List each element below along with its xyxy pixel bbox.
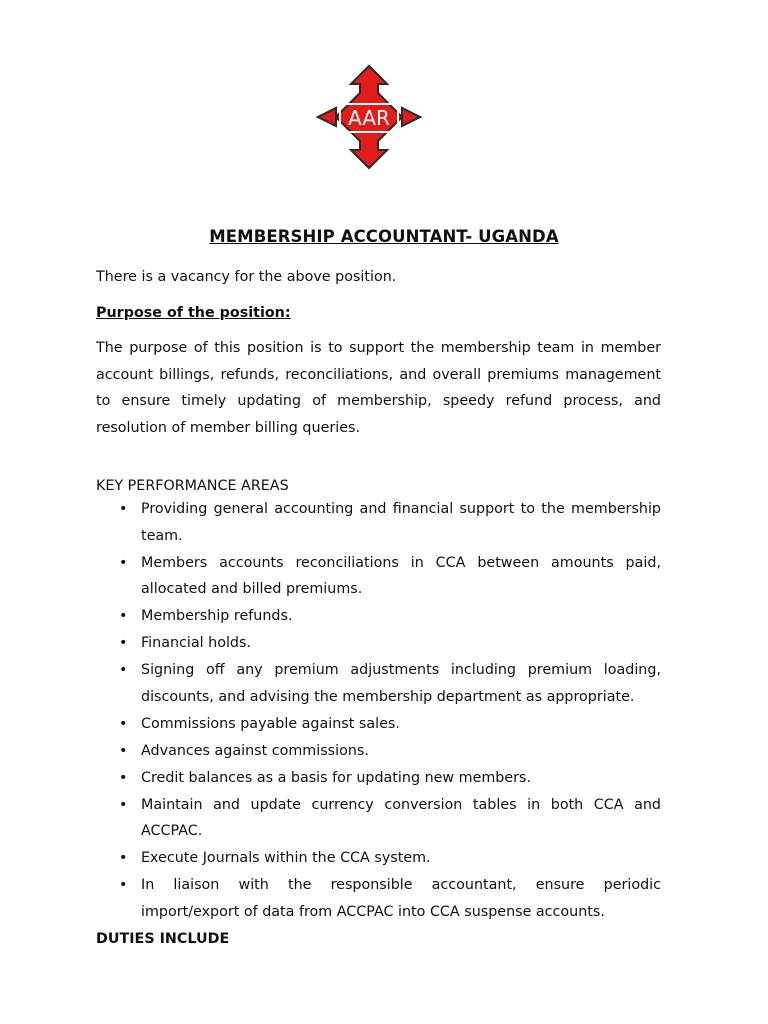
kpa-list [96,496,661,925]
duties-heading: DUTIES INCLUDE [96,930,230,947]
list-item [96,738,661,765]
logo-text: AAR [348,106,390,130]
list-item-text: Execute Journals within the CCA system. [141,850,431,866]
aar-logo [316,64,422,170]
list-item [96,872,661,925]
list-item [96,630,661,657]
list-item-text: Financial holds. [141,635,251,651]
kpa-heading: KEY PERFORMANCE AREAS [96,478,289,494]
list-item-text: Credit balances as a basis for updating new members. [141,769,532,786]
bullet-icon: • [119,769,128,786]
list-item [96,496,661,549]
list-item-text: Membership refunds. [141,608,293,624]
bullet-icon: • [119,635,128,651]
bullet-icon: • [119,662,128,678]
document-body [96,264,661,952]
list-item-text: Commissions payable against sales. [141,715,400,732]
list-item-text: Advances against commissions. [141,742,369,759]
list-item [96,603,661,630]
intro-text: There is a vacancy for the above position. [96,269,397,285]
list-item-text: Maintain and update currency conversion tables in both CCA and ACCPAC. [141,796,661,839]
list-item [96,657,661,710]
purpose-heading: Purpose of the position: [96,304,291,321]
page-title: MEMBERSHIP ACCOUNTANT- UGANDA [209,227,559,246]
bullet-icon: • [119,715,128,732]
list-item-text: In liaison with the responsible accountant, ensure periodic import/export of data from ACCPAC into CCA suspense accounts. [141,877,661,920]
bullet-icon: • [119,796,128,813]
bullet-icon: • [119,877,128,893]
list-item-text: Providing general accounting and financial support to the membership team. [141,501,661,544]
bullet-icon: • [119,742,128,759]
purpose-text: The purpose of this position is to support the membership team in member account billings, refunds, reconciliations, and overall premiums management to ensure timely updating of membership, speedy refund process, and resolution of member billing queries. [96,340,661,436]
list-item [96,711,661,738]
list-item [96,550,661,603]
bullet-icon: • [119,608,128,624]
aar-logo-graphic [316,64,422,170]
list-item-text: Signing off any premium adjustments including premium loading, discounts, and advising the membership department as appropriate. [141,662,661,705]
list-item [96,845,661,872]
list-item-text: Members accounts reconciliations in CCA between amounts paid, allocated and billed premiums. [141,554,661,597]
bullet-icon: • [119,554,128,571]
list-item [96,765,661,792]
list-item [96,792,661,845]
bullet-icon: • [119,850,128,866]
bullet-icon: • [119,501,128,517]
